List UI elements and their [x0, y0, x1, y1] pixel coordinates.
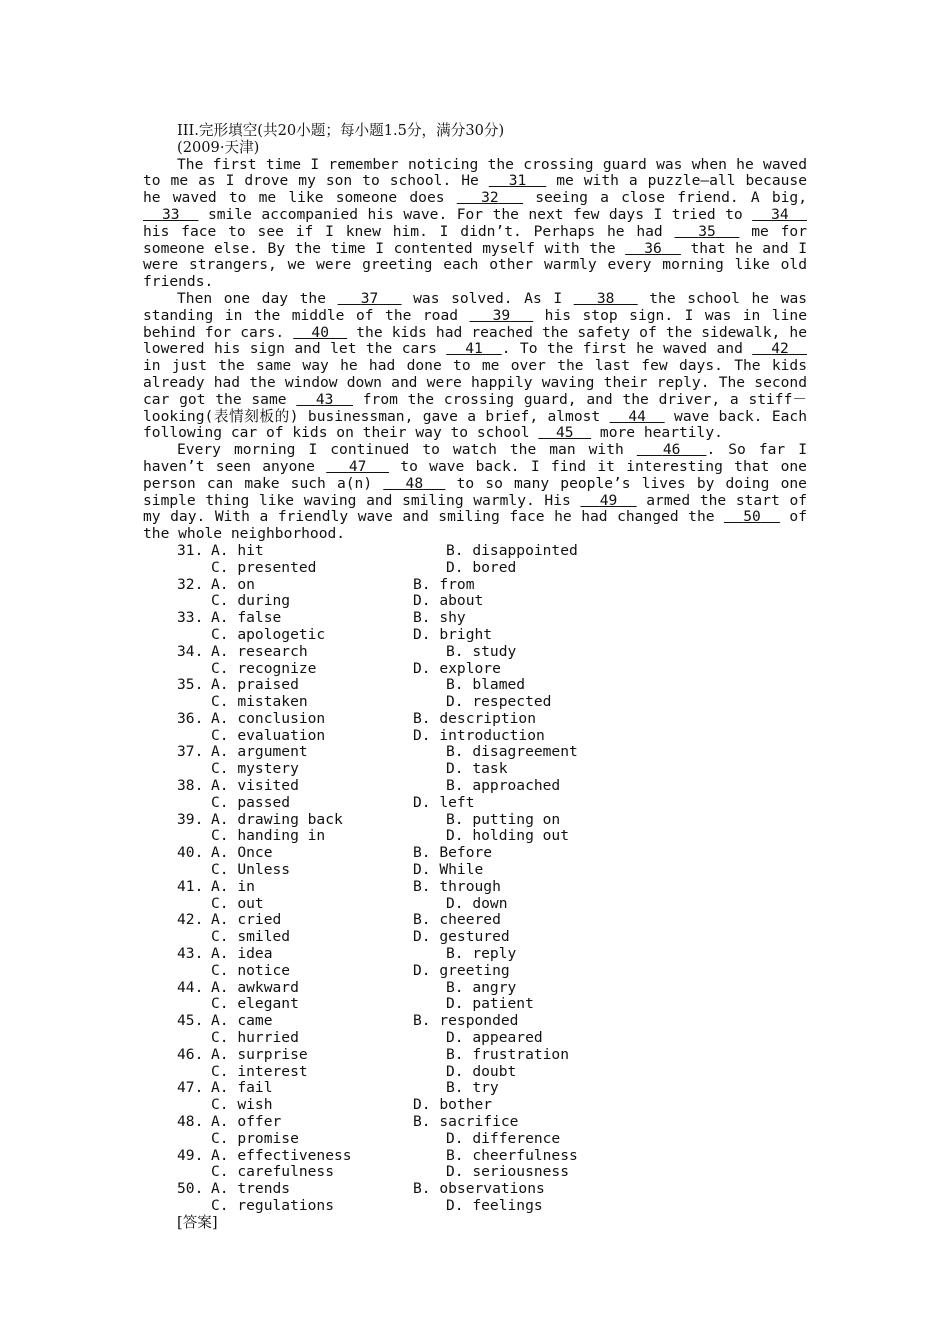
option-b: B. frustration: [446, 1045, 570, 1063]
passage-text: armed the start of my day. With a friendly wave and smiling face he had changed the: [143, 491, 808, 526]
question-row: [143, 946, 807, 963]
question-number: 49.: [177, 1146, 204, 1164]
passage-text: wave back. Each following car of kids on their way to school: [143, 407, 807, 442]
option-c: C. elegant: [211, 995, 299, 1013]
option-a: A. research: [211, 642, 308, 660]
option-a: A. offer: [211, 1113, 282, 1131]
option-d: D. bored: [446, 558, 517, 576]
passage-text: in just the same way he had done to me over the last few days. The kids already had the window down and were happily waving their reply. The second car got the same: [143, 357, 807, 408]
passage-paragraph: [143, 291, 807, 442]
blank-number: 35: [698, 222, 716, 240]
option-c: C. hurried: [211, 1029, 299, 1047]
passage-text: was solved. As I: [401, 289, 574, 307]
option-a: A. awkward: [211, 978, 299, 996]
blank-number: 38: [596, 289, 615, 307]
option-c: C. promise: [211, 1129, 299, 1147]
option-b: B. Before: [413, 844, 493, 862]
blank-number: 50: [743, 508, 761, 526]
passage-paragraph: [143, 442, 807, 543]
blank-48: [383, 475, 445, 492]
question-number: 39.: [177, 810, 204, 828]
question-number: 48.: [177, 1113, 204, 1131]
option-a: A. cried: [211, 911, 282, 929]
document-page: [143, 123, 807, 1232]
question-row: [143, 862, 807, 879]
question-row: [143, 1164, 807, 1181]
passage-text: me for someone else. By the time I contented myself with the: [143, 222, 808, 257]
question-row: [143, 610, 807, 627]
question-row: [143, 593, 807, 610]
option-c: C. during: [211, 592, 291, 610]
blank-31: [489, 172, 546, 189]
blank-36: [625, 240, 681, 257]
question-number: 33.: [177, 609, 204, 627]
question-row: [143, 1080, 807, 1097]
passage-text: Every morning I continued to watch the man with: [177, 441, 637, 459]
option-b: B. blamed: [446, 676, 526, 694]
blank-number: 42: [771, 340, 789, 358]
option-d: D. greeting: [413, 961, 510, 979]
option-a: A. came: [211, 1012, 273, 1030]
question-number: 45.: [177, 1012, 204, 1030]
passage-text: Then one day the: [177, 289, 338, 307]
question-number: 37.: [177, 743, 204, 761]
passage-text: smile accompanied his wave. For the next few days I tried to: [198, 205, 753, 223]
blank-number: 32: [481, 189, 499, 207]
blank-41: [446, 340, 501, 357]
passage-text: more heartily.: [591, 424, 723, 442]
option-a: A. argument: [211, 743, 308, 761]
blank-49: [580, 492, 636, 509]
option-c: C. recognize: [211, 659, 317, 677]
option-c: C. mistaken: [211, 693, 308, 711]
question-row: [143, 963, 807, 980]
option-b: B. putting on: [446, 810, 561, 828]
paragraph-text: [143, 291, 807, 442]
option-a: A. trends: [211, 1180, 291, 1198]
option-a: A. false: [211, 609, 282, 627]
option-c: C. apologetic: [211, 625, 326, 643]
option-b: B. responded: [413, 1012, 519, 1030]
option-b: B. observations: [413, 1180, 545, 1198]
paragraph-text: [143, 442, 807, 543]
question-number: 46.: [177, 1045, 204, 1063]
question-row: [143, 744, 807, 761]
question-row: [143, 1064, 807, 1081]
option-d: D. introduction: [413, 726, 545, 744]
question-row: [143, 661, 807, 678]
option-b: B. reply: [446, 945, 517, 963]
blank-45: [538, 424, 591, 441]
option-b: B. cheered: [413, 911, 501, 929]
option-d: D. bother: [413, 1096, 493, 1114]
option-c: C. wish: [211, 1096, 273, 1114]
question-list: [143, 543, 807, 1215]
passage-text: me with a puzzle—all because he waved to me like someone does: [143, 172, 807, 207]
question-row: [143, 778, 807, 795]
option-d: D. explore: [413, 659, 501, 677]
question-row: [143, 1013, 807, 1030]
option-a: A. in: [211, 877, 255, 895]
question-row: [143, 694, 807, 711]
blank-number: 45: [555, 424, 574, 442]
question-row: [143, 1198, 807, 1215]
blank-number: 39: [492, 306, 511, 324]
option-a: A. surprise: [211, 1045, 308, 1063]
blank-47: [326, 458, 389, 475]
question-row: [143, 1114, 807, 1131]
option-b: B. study: [446, 642, 517, 660]
question-number: 31.: [177, 541, 204, 559]
option-d: D. appeared: [446, 1029, 543, 1047]
option-c: C. mystery: [211, 760, 299, 778]
question-row: [143, 896, 807, 913]
question-row: [143, 879, 807, 896]
question-row: [143, 728, 807, 745]
blank-number: 49: [599, 491, 618, 509]
option-b: B. cheerfulness: [446, 1146, 578, 1164]
question-number: 42.: [177, 911, 204, 929]
option-c: C. evaluation: [211, 726, 326, 744]
question-row: [143, 912, 807, 929]
blank-44: [610, 408, 665, 425]
question-row: [143, 980, 807, 997]
question-row: [143, 1181, 807, 1198]
passage-text: that he and I were strangers, we were greeting each other warmly every morning like old friends.: [143, 239, 807, 291]
option-c: C. presented: [211, 558, 317, 576]
blank-39: [470, 307, 534, 324]
source-note: (2009·天津): [177, 138, 260, 156]
option-c: C. handing in: [211, 827, 326, 845]
question-row: [143, 577, 807, 594]
blank-number: 43: [315, 390, 334, 408]
blank-40: [293, 324, 347, 341]
question-row: [143, 677, 807, 694]
question-row: [143, 711, 807, 728]
question-row: [143, 828, 807, 845]
passage-text: to so many people’s lives by doing one simple thing like waving and smiling warmly. His: [143, 474, 807, 509]
option-d: D. difference: [446, 1129, 561, 1147]
question-row: [143, 1131, 807, 1148]
option-b: B. approached: [446, 777, 561, 795]
blank-38: [574, 290, 638, 307]
option-d: D. While: [413, 861, 484, 879]
option-d: D. patient: [446, 995, 534, 1013]
option-b: B. disagreement: [446, 743, 578, 761]
question-number: 41.: [177, 877, 204, 895]
question-number: 43.: [177, 945, 204, 963]
option-d: D. gestured: [413, 928, 510, 946]
passage-text: seeing a close friend. A big,: [523, 189, 808, 207]
answer-label: [答案]: [177, 1213, 218, 1231]
question-row: [143, 929, 807, 946]
blank-number: 36: [644, 239, 662, 257]
blank-number: 41: [465, 340, 483, 358]
option-b: B. try: [446, 1079, 499, 1097]
blank-46: [637, 441, 707, 458]
option-c: C. out: [211, 894, 264, 912]
passage-text: of the whole neighborhood.: [143, 508, 808, 543]
option-d: D. down: [446, 894, 508, 912]
blank-number: 33: [161, 205, 180, 223]
option-b: B. angry: [446, 978, 517, 996]
passage-text: . To the first he waved and: [501, 340, 753, 358]
question-row: [143, 1047, 807, 1064]
blank-number: 47: [348, 457, 367, 475]
blank-number: 31: [508, 172, 527, 190]
option-b: B. shy: [413, 609, 466, 627]
section-title: III.完形填空(共20小题；每小题1.5分，满分30分): [177, 122, 505, 139]
question-row: [143, 1097, 807, 1114]
option-c: C. passed: [211, 793, 291, 811]
blank-number: 48: [405, 474, 424, 492]
question-row: [143, 1030, 807, 1047]
passage-text: from the crossing guard, and the driver, a stiff－looking(表情刻板的) businessman, gave a brief, almost: [143, 390, 807, 425]
question-row: [143, 627, 807, 644]
option-c: C. interest: [211, 1062, 308, 1080]
option-a: A. fail: [211, 1079, 273, 1097]
option-a: A. on: [211, 575, 255, 593]
option-d: D. about: [413, 592, 484, 610]
option-d: D. respected: [446, 693, 552, 711]
question-row: [143, 543, 807, 560]
cloze-passage: [143, 157, 807, 543]
passage-text: . So far I haven’t seen anyone: [143, 441, 807, 475]
blank-number: 40: [311, 323, 329, 341]
blank-number: 34: [771, 205, 789, 223]
option-d: D. task: [446, 760, 508, 778]
question-number: 34.: [177, 642, 204, 660]
passage-text: the kids had reached the safety of the sidewalk, he lowered his sign and let the cars: [143, 323, 807, 358]
option-d: D. bright: [413, 625, 493, 643]
passage-text: The first time I remember noticing the crossing guard was when he waved to me as I drove my son to school. He: [143, 155, 807, 190]
blank-number: 37: [360, 289, 379, 307]
question-row: [143, 644, 807, 661]
option-a: A. effectiveness: [211, 1146, 352, 1164]
question-row: [143, 560, 807, 577]
question-number: 35.: [177, 676, 204, 694]
option-c: C. regulations: [211, 1197, 335, 1214]
option-a: A. conclusion: [211, 709, 326, 727]
option-a: A. visited: [211, 777, 299, 795]
option-b: B. through: [413, 877, 501, 895]
option-d: D. holding out: [446, 827, 570, 845]
blank-32: [457, 189, 523, 206]
question-row: [143, 1148, 807, 1165]
blank-33: [143, 206, 198, 223]
paragraph-text: [143, 157, 807, 291]
question-row: [143, 812, 807, 829]
blank-42: [752, 340, 807, 357]
option-c: C. notice: [211, 961, 291, 979]
blank-50: [724, 508, 780, 525]
passage-text: his face to see if I knew him. I didn’t. Perhaps he had: [143, 222, 675, 240]
option-c: C. Unless: [211, 861, 291, 879]
option-a: A. drawing back: [211, 810, 343, 828]
passage-text: the school he was standing in the middle of the road: [143, 289, 808, 324]
option-d: D. feelings: [446, 1197, 543, 1214]
option-a: A. Once: [211, 844, 273, 862]
option-d: D. left: [413, 793, 475, 811]
option-a: A. idea: [211, 945, 273, 963]
option-c: C. smiled: [211, 928, 291, 946]
blank-34: [752, 206, 807, 223]
blank-number: 46: [662, 441, 681, 459]
question-row: [143, 996, 807, 1013]
blank-number: 44: [628, 407, 646, 425]
question-row: [143, 845, 807, 862]
passage-text: to wave back. I find it interesting that one person can make such a(n): [143, 457, 807, 492]
question-number: 32.: [177, 575, 204, 593]
option-d: D. doubt: [446, 1062, 517, 1080]
option-b: B. sacrifice: [413, 1113, 519, 1131]
option-b: B. from: [413, 575, 475, 593]
option-a: A. praised: [211, 676, 299, 694]
option-b: B. disappointed: [446, 541, 578, 559]
option-b: B. description: [413, 709, 537, 727]
question-row: [143, 761, 807, 778]
question-number: 36.: [177, 709, 204, 727]
passage-text: his stop sign. I was in line behind for cars.: [143, 306, 807, 341]
blank-37: [338, 290, 402, 307]
passage-paragraph: [143, 157, 807, 291]
question-number: 40.: [177, 844, 204, 862]
option-c: C. carefulness: [211, 1163, 335, 1181]
blank-35: [675, 223, 740, 240]
question-row: [143, 795, 807, 812]
question-number: 50.: [177, 1180, 204, 1198]
question-number: 44.: [177, 978, 204, 996]
question-number: 38.: [177, 777, 204, 795]
option-a: A. hit: [211, 541, 264, 559]
question-number: 47.: [177, 1079, 204, 1097]
option-d: D. seriousness: [446, 1163, 570, 1181]
blank-43: [296, 391, 353, 408]
